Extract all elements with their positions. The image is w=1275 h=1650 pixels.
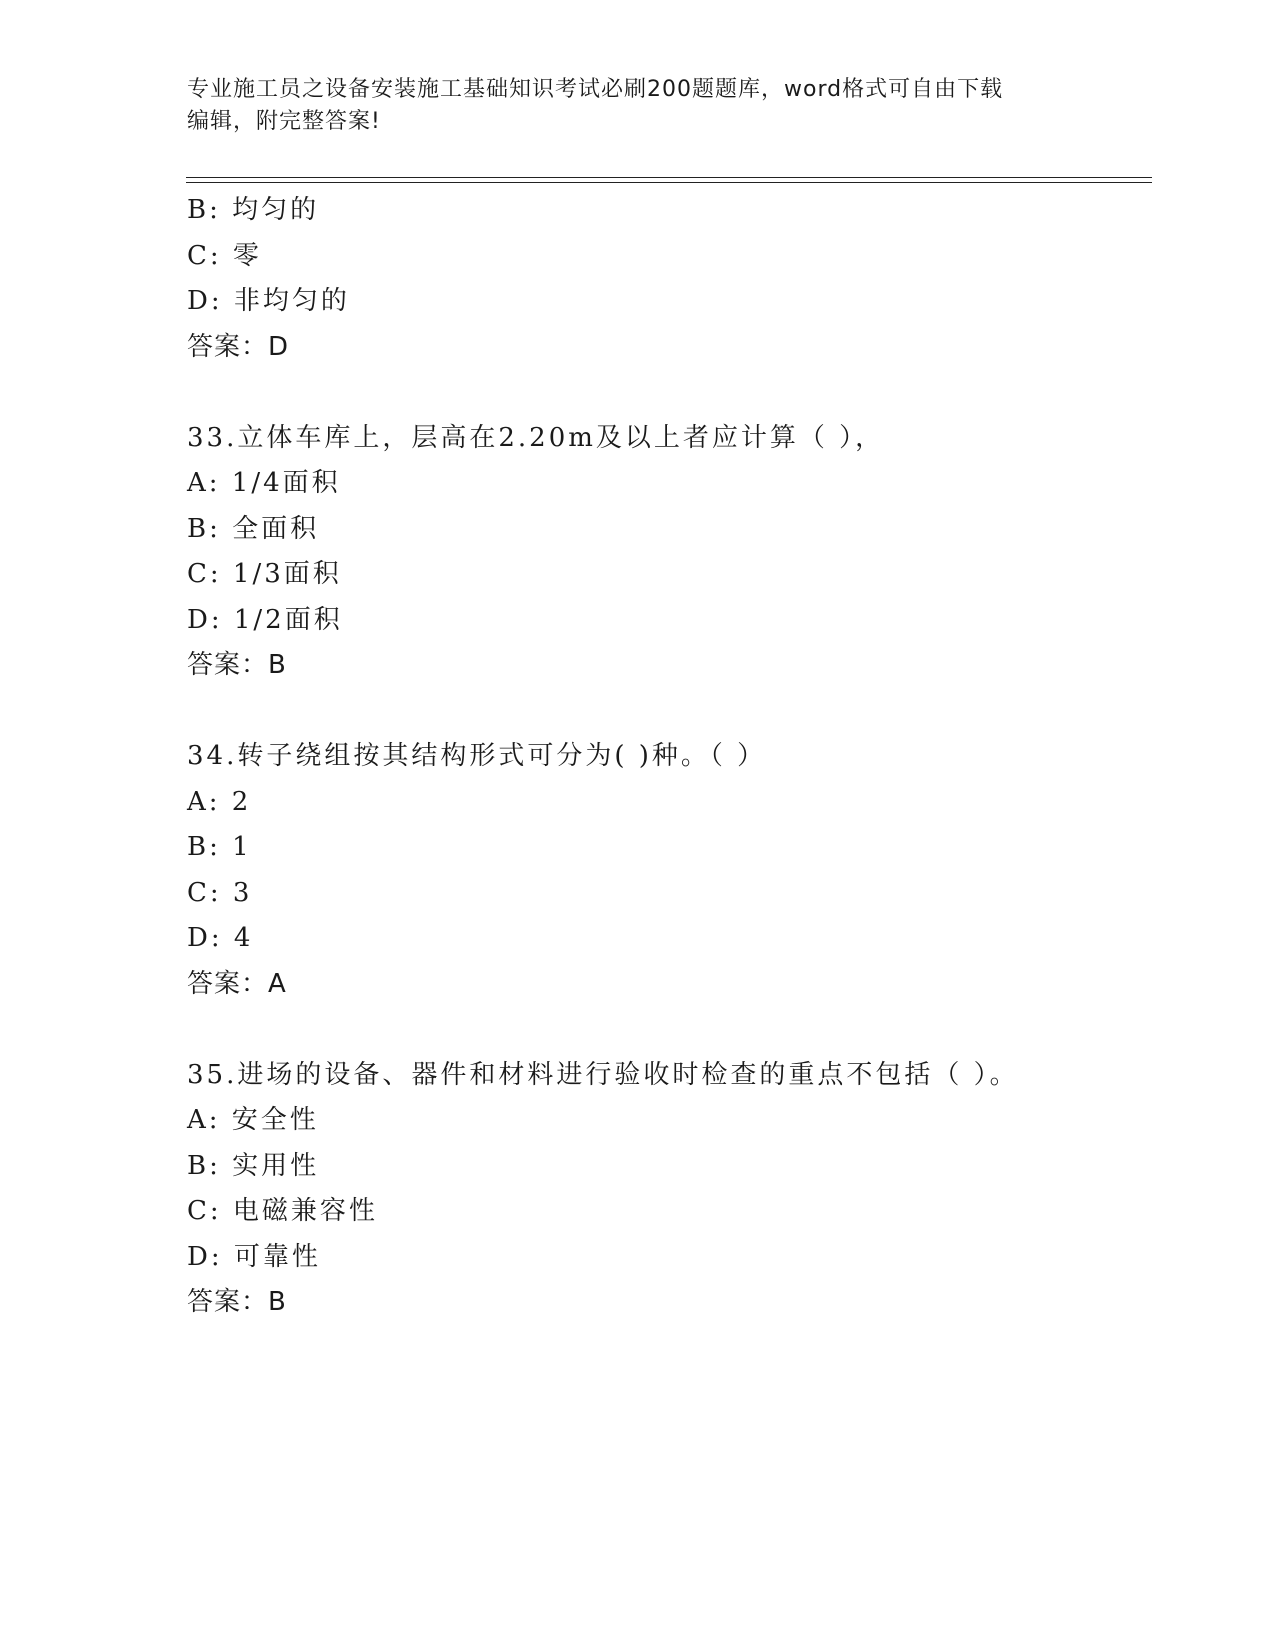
question-block-35	[187, 1053, 1147, 1326]
option-b: B: 实用性	[187, 1150, 320, 1181]
answer-line: 答案：B	[187, 650, 287, 680]
spacer	[187, 689, 1147, 735]
question-stem: 33.立体车库上，层高在2.20m及以上者应计算（ ），	[187, 422, 885, 453]
option-d: D: 可靠性	[187, 1241, 321, 1272]
option-c: C: 电磁兼容性	[187, 1196, 378, 1226]
header-divider-bottom	[186, 182, 1152, 183]
option-d: D: 非均匀的	[187, 286, 350, 316]
question-block-33	[187, 416, 1147, 689]
option-c: C: 1/3面积	[187, 559, 342, 589]
header-title-line-1: 专业施工员之设备安装施工基础知识考试必刷200题题库，word格式可自由下载	[187, 77, 1004, 102]
option-d: D: 4	[187, 923, 254, 953]
document-header	[187, 74, 1067, 138]
spacer	[187, 1007, 1147, 1053]
header-title-line-2: 编辑，附完整答案!	[187, 109, 381, 134]
answer-line: 答案：D	[187, 331, 290, 362]
option-a: A: 1/4面积	[187, 468, 341, 498]
spacer	[187, 370, 1147, 416]
answer-line: 答案：A	[187, 968, 287, 999]
option-a: A: 2	[187, 786, 252, 817]
option-b: B: 全面积	[187, 513, 320, 544]
question-stem: 34.转子绕组按其结构形式可分为( )种。（ ）	[187, 741, 767, 771]
option-b: B: 1	[187, 832, 252, 862]
option-c: C: 零	[187, 240, 262, 271]
header-divider-top	[186, 177, 1152, 178]
question-stem: 35.进场的设备、器件和材料进行验收时检查的重点不包括（ ）。	[187, 1059, 1019, 1090]
option-d: D: 1/2面积	[187, 604, 343, 635]
question-block-34	[187, 734, 1147, 1007]
option-a: A: 安全性	[187, 1105, 319, 1135]
question-list	[187, 188, 1147, 1326]
answer-line: 答案：B	[187, 1287, 287, 1317]
question-block-32-partial	[187, 188, 1147, 370]
option-b: B: 均匀的	[187, 195, 320, 225]
option-c: C: 3	[187, 877, 253, 908]
